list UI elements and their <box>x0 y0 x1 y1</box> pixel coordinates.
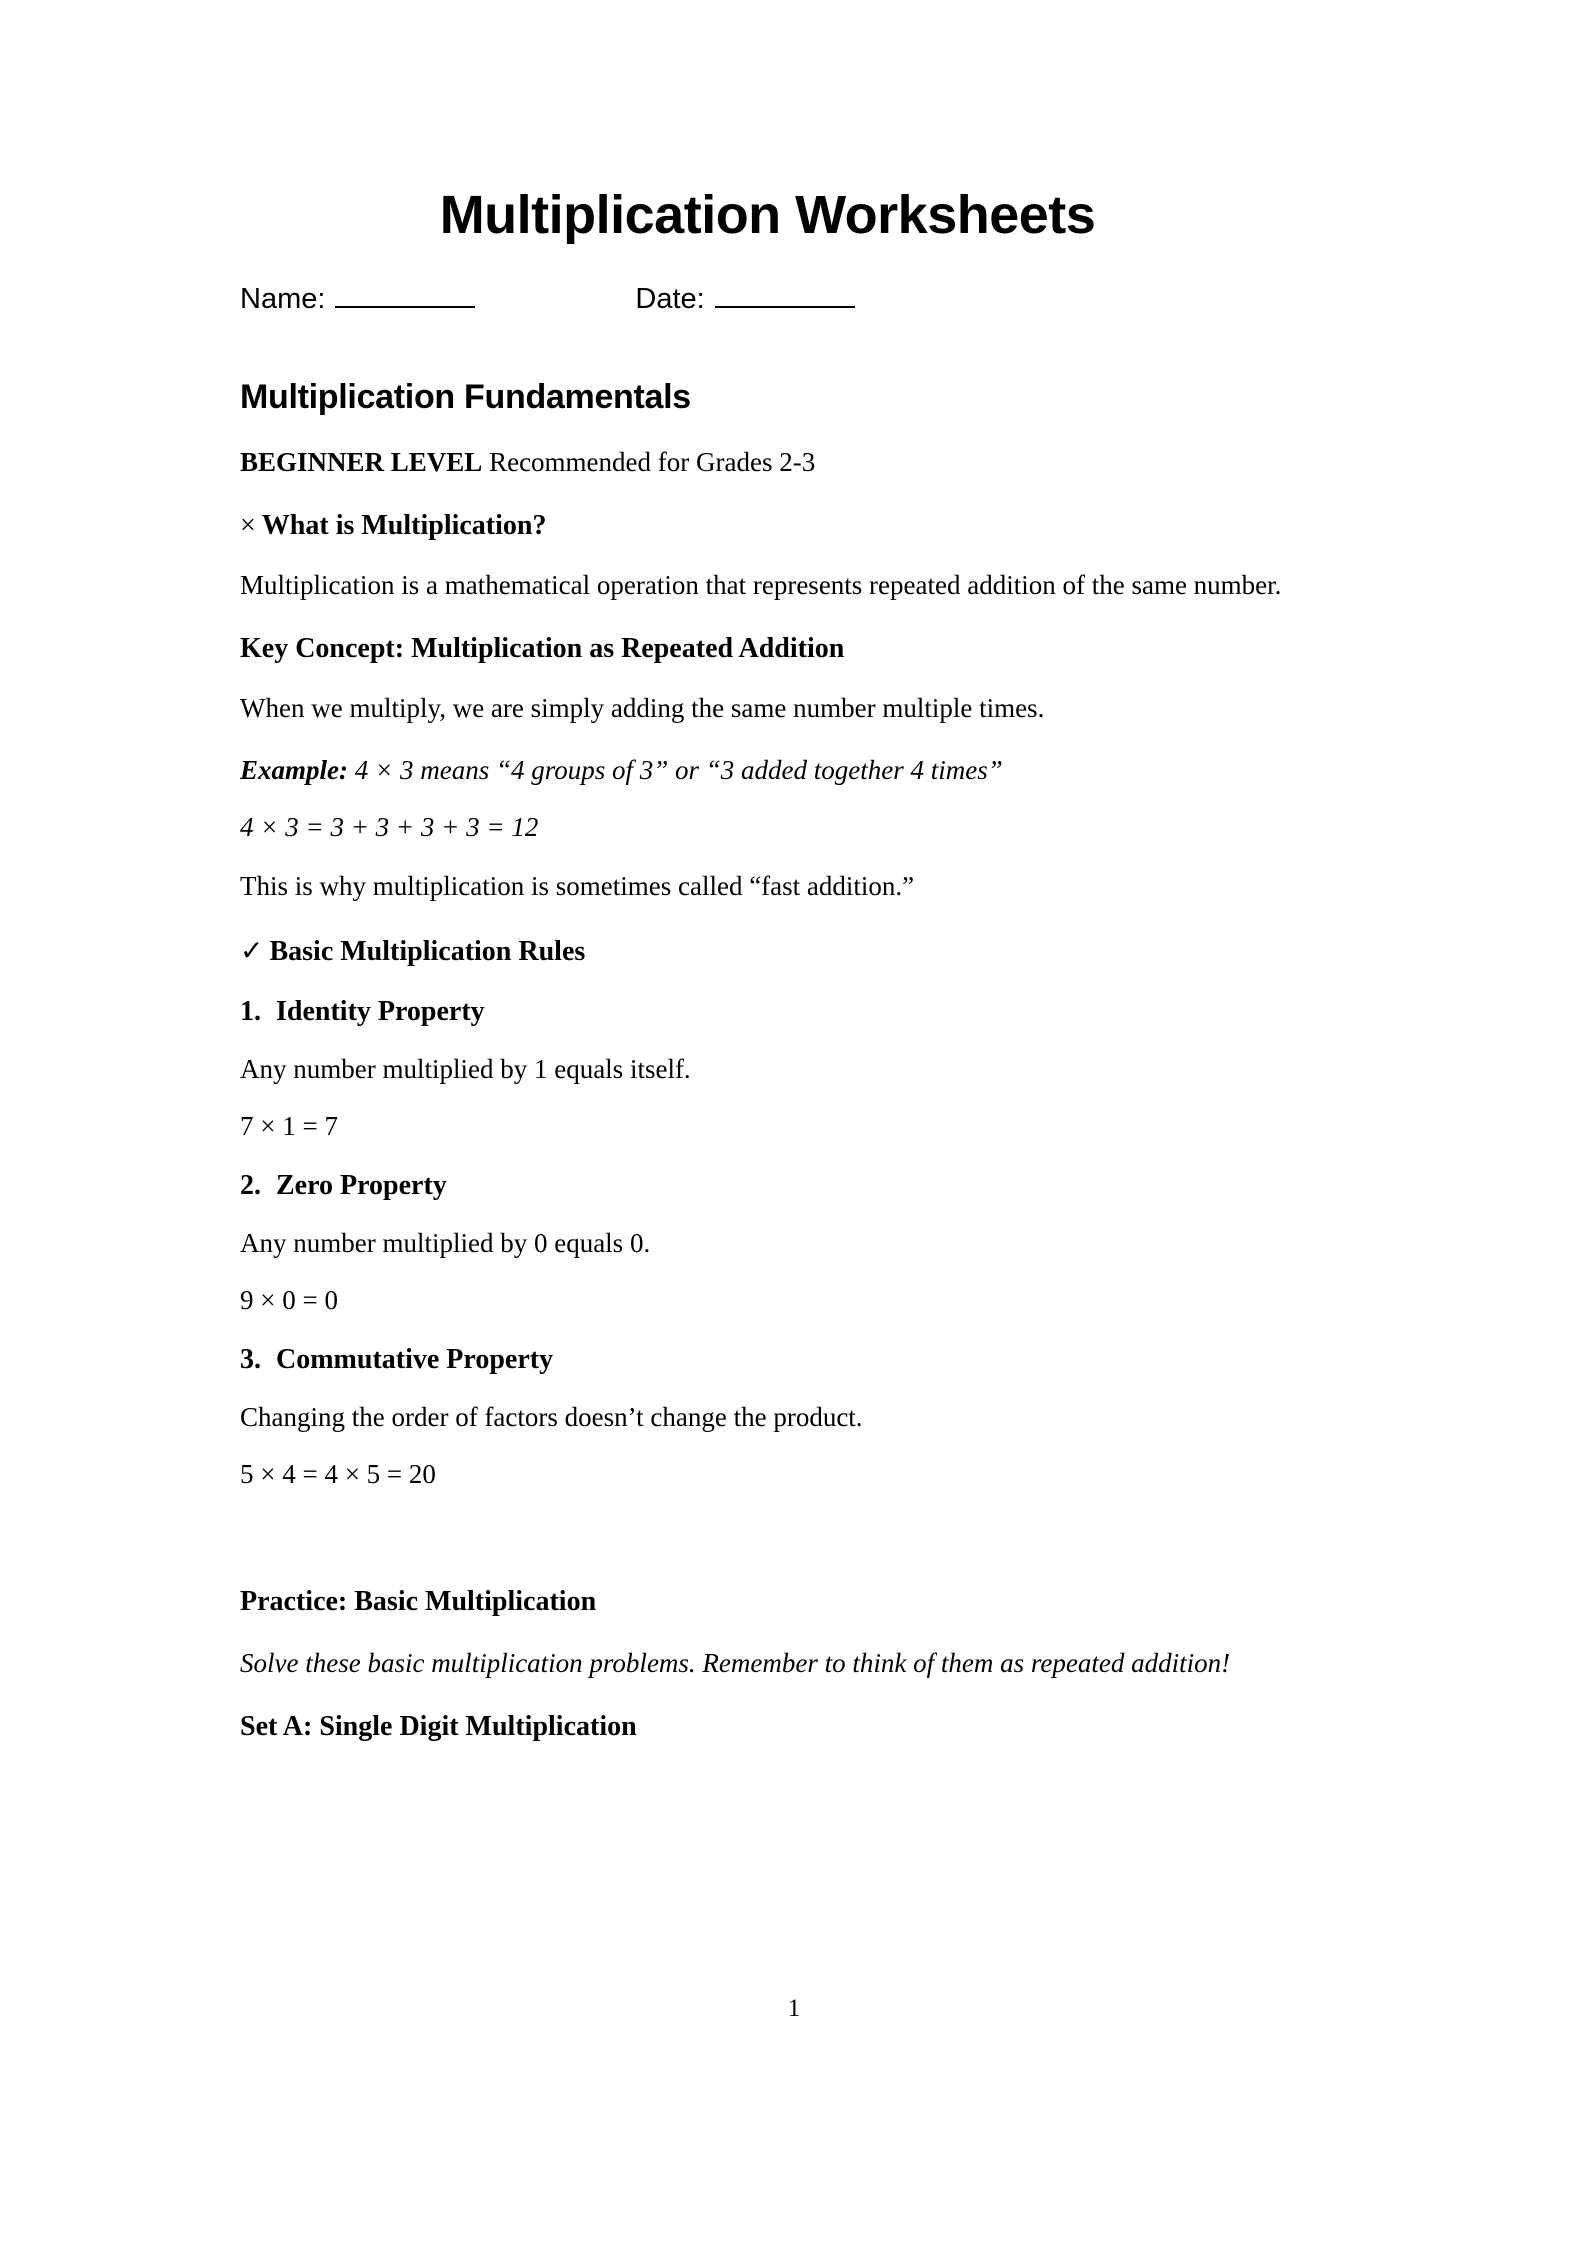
rule-title <box>240 1344 1295 1376</box>
name-blank-line[interactable] <box>335 284 475 308</box>
example-lead: Example: <box>240 755 348 785</box>
heading-basic-rules <box>240 934 1295 968</box>
rule-description: Any number multiplied by 1 equals itself. <box>240 1054 691 1085</box>
example-text: 4 × 3 means “4 groups of 3” or “3 added together 4 times” <box>348 755 1003 785</box>
paragraph-fast-addition: This is why multiplication is sometimes called “fast addition.” <box>240 871 915 901</box>
page-number: 1 <box>787 1995 801 2022</box>
rule-title <box>240 996 1295 1028</box>
heading-basic-rules-label: Basic Multiplication Rules <box>269 936 586 968</box>
practice-instructions: Solve these basic multiplication problems. Remember to think of them as repeated addition! <box>240 1648 1231 1679</box>
heading-set-a: Set A: Single Digit Multiplication <box>240 1711 637 1743</box>
name-date-row <box>240 283 1295 316</box>
rule-number: 1. <box>240 996 261 1028</box>
example-equation: 4 × 3 = 3 + 3 + 3 + 3 = 12 <box>240 812 539 842</box>
multiplication-sign-icon: × <box>240 509 256 541</box>
heading-what-is-multiplication <box>240 510 1295 542</box>
date-blank-line[interactable] <box>715 284 855 308</box>
rule-number: 3. <box>240 1344 261 1376</box>
paragraph-what-is-multiplication: Multiplication is a mathematical operation that represents repeated addition of the same number. <box>240 569 1282 600</box>
rule-title <box>240 1170 1295 1202</box>
page-title: Multiplication Worksheets <box>439 185 1096 245</box>
rule-description: Changing the order of factors doesn’t change the product. <box>240 1402 863 1433</box>
rule-number: 2. <box>240 1170 261 1202</box>
rule-equation: 7 × 1 = 7 <box>240 1111 338 1142</box>
rule-description: Any number multiplied by 0 equals 0. <box>240 1228 651 1259</box>
rule-name: Zero Property <box>276 1170 447 1202</box>
section-heading-fundamentals: Multiplication Fundamentals <box>240 378 691 417</box>
rule-equation: 5 × 4 = 4 × 5 = 20 <box>240 1459 436 1490</box>
rule-name: Identity Property <box>276 996 485 1028</box>
rule-item <box>240 1170 1295 1316</box>
example-line <box>240 755 1295 786</box>
rule-equation: 9 × 0 = 0 <box>240 1285 338 1316</box>
heading-practice: Practice: Basic Multiplication <box>240 1586 597 1618</box>
paragraph-key-concept: When we multiply, we are simply adding the same number multiple times. <box>240 692 1045 723</box>
name-label: Name: <box>240 283 326 316</box>
rule-item <box>240 996 1295 1142</box>
level-line <box>240 443 1295 481</box>
heading-key-concept: Key Concept: Multiplication as Repeated Addition <box>240 632 845 664</box>
check-mark-icon: ✓ <box>240 936 264 968</box>
date-label: Date: <box>635 283 705 316</box>
document-content <box>240 0 1295 1743</box>
rule-name: Commutative Property <box>276 1344 554 1376</box>
level-badge: BEGINNER LEVEL <box>240 447 483 478</box>
section-spacer <box>240 1490 1295 1586</box>
rule-item <box>240 1344 1295 1490</box>
heading-what-is-multiplication-label: What is Multiplication? <box>261 509 547 541</box>
level-note: Recommended for Grades 2-3 <box>482 447 816 478</box>
